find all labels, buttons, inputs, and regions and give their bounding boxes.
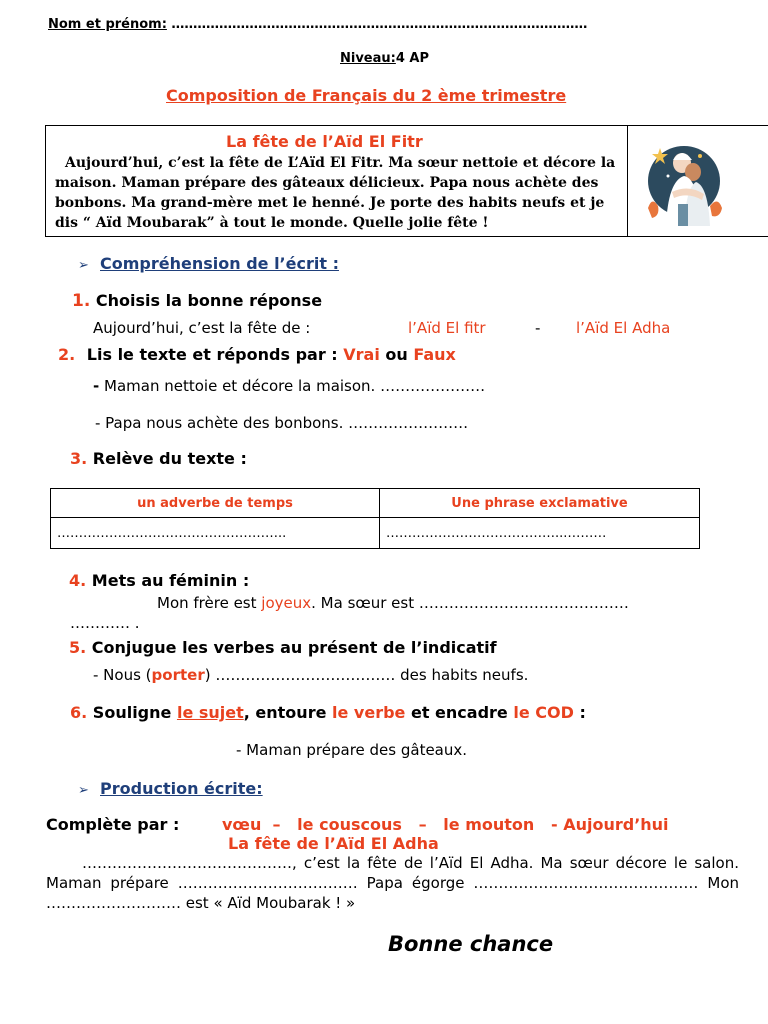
word-bank: vœu – le couscous – le mouton - Aujourd’hui (222, 815, 669, 834)
q1-sentence: Aujourd’hui, c’est la fête de : (93, 319, 311, 337)
word-bank-line2: La fête de l’Aïd El Adha (228, 834, 439, 853)
q6-w7: : (579, 703, 586, 722)
arrow-bullet-icon: ➢ (78, 258, 89, 273)
faux-word: Faux (413, 345, 456, 364)
col-head-exclamative: Une phrase exclamative (380, 489, 700, 518)
q2-item-1-dash: - (93, 377, 100, 395)
page-title: Composition de Français du 2 ème trimestre (166, 86, 567, 105)
vrai-word: Vrai (343, 345, 380, 364)
q4-sentence-a: Mon frère est (157, 594, 257, 612)
answer-adverbe[interactable]: …………………………………………….. (51, 518, 380, 549)
q6-sentence[interactable]: - Maman prépare des gâteaux. (236, 741, 468, 759)
q4-adjective: joyeux (261, 594, 312, 612)
production-heading-row (78, 779, 263, 798)
q2-number: 2. (58, 345, 76, 364)
name-label: Nom et prénom: (48, 17, 167, 32)
q1-label: Choisis la bonne réponse (95, 291, 323, 310)
niveau-value: 4 AP (395, 51, 430, 66)
niveau-line (340, 51, 429, 66)
q2-row (58, 345, 456, 364)
q2-item-1[interactable] (93, 377, 485, 395)
q5-number: 5. (69, 638, 87, 657)
reading-text-box (45, 125, 768, 237)
bonne-chance: Bonne chance (388, 932, 554, 956)
ou-word: ou (385, 345, 408, 364)
q6-row (70, 703, 586, 722)
q4-number: 4. (69, 571, 87, 590)
arrow-bullet-icon: ➢ (78, 783, 89, 798)
complete-label: Complète par : (46, 815, 180, 834)
niveau-label: Niveau: (340, 51, 396, 66)
answer-exclamative[interactable]: …………………………………...……… (380, 518, 700, 549)
q2-item-2[interactable]: - Papa nous achète des bonbons. …………………… (95, 414, 469, 432)
text-body: Aujourd’hui, c’est la fête de L’Aïd El Fitr. Ma sœur nettoie et décore la maison. Maman prépare des gâteaux délicieux. Papa nous achète des bonbons. Ma grand-mère met le henné. Je porte des habits neufs et je dis “ Aïd Moubarak” à tout le monde. Quelle jolie fête ! (55, 155, 616, 231)
q1-dash: - (535, 319, 541, 337)
production-paragraph[interactable]: ……………………………………, c’est la fête de l’Aïd El Adha. Ma sœur décore le salon. Maman prépare ……………………………… Papa égorge ……………………………………… Mon ……………………… est « Aïd Moubarak ! » (46, 854, 739, 912)
text-title: La fête de l’Aïd El Fitr (226, 132, 423, 151)
q6-number: 6. (70, 703, 88, 722)
q5-verb: porter (151, 666, 205, 684)
q6-w5: et encadre (410, 703, 508, 722)
q3-row (70, 449, 247, 468)
q6-verbe: le verbe (332, 703, 406, 722)
production-heading: Production écrite: (100, 779, 263, 798)
q3-label: Relève du texte : (92, 449, 247, 468)
q1-option-fitr[interactable]: l’Aïd El fitr (408, 319, 486, 337)
comprehension-heading-row (78, 254, 339, 273)
q5-sentence-b: ) ……………………………… des habits neufs. (204, 666, 529, 684)
comprehension-heading: Compréhension de l’écrit : (100, 254, 339, 273)
q4-row (69, 571, 249, 590)
eid-hug-illustration-icon (638, 126, 738, 238)
q6-sujet: le sujet (176, 703, 244, 722)
q1-option-adha[interactable]: l’Aïd El Adha (576, 319, 671, 337)
q6-w3: , entoure (243, 703, 327, 722)
q3-number: 3. (70, 449, 88, 468)
q5-row (69, 638, 497, 657)
q6-w1: Souligne (92, 703, 172, 722)
q2-label: Lis le texte et réponds par : (86, 345, 338, 364)
releve-table (50, 488, 700, 549)
q6-cod: le COD (513, 703, 574, 722)
q2-item-1-text: Maman nettoie et décore la maison. ………………… (104, 377, 486, 395)
name-dots[interactable]: …………………………………………………………………………………… (166, 17, 588, 32)
name-line (48, 17, 587, 32)
q5-sentence-a: - Nous ( (93, 666, 152, 684)
q5-label: Conjugue les verbes au présent de l’indicatif (91, 638, 497, 657)
box-divider (627, 126, 628, 236)
q5-sentence[interactable] (93, 666, 528, 684)
q1-row (72, 291, 322, 311)
q4-dots-line2[interactable]: ………… . (70, 614, 140, 632)
q4-sentence[interactable] (157, 594, 629, 612)
q4-sentence-b: . Ma sœur est …………………………………… (311, 594, 629, 612)
col-head-adverbe: un adverbe de temps (51, 489, 380, 518)
q1-number: 1. (72, 291, 91, 311)
q4-label: Mets au féminin : (91, 571, 250, 590)
